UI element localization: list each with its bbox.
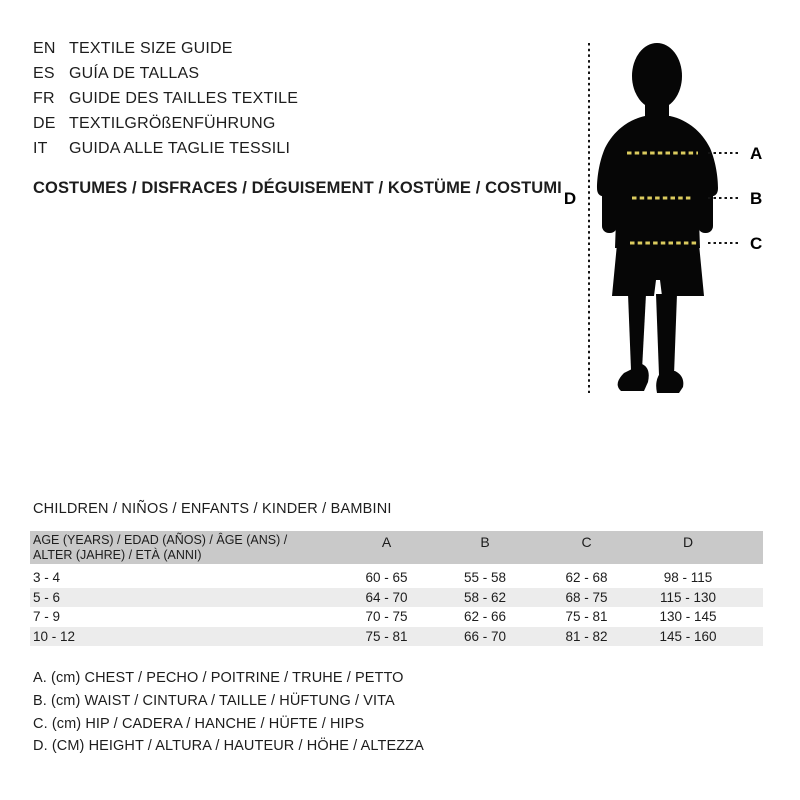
waist-cell: 66 - 70 xyxy=(463,628,507,644)
hip-label: C xyxy=(750,234,763,253)
silhouette-neck xyxy=(645,90,669,120)
chest-cell: 60 - 65 xyxy=(365,570,408,585)
table-body xyxy=(30,568,763,646)
chest-label: A xyxy=(750,144,763,163)
measurement-figure xyxy=(545,30,770,405)
silhouette-left-leg xyxy=(628,294,646,370)
age-cell: 10 - 12 xyxy=(33,628,76,644)
height-cell: 115 - 130 xyxy=(659,589,717,605)
language-row-de xyxy=(33,111,298,136)
hip-cell: 81 - 82 xyxy=(565,628,608,644)
language-code: EN xyxy=(33,40,56,57)
legend-height: D. (CM) HEIGHT / ALTURA / HAUTEUR / HÖHE / ALTEZZA xyxy=(33,738,424,755)
height-cell: 130 - 145 xyxy=(659,609,717,624)
age-header-line2: ALTER (JAHRE) / ETÀ (ANNI) xyxy=(33,547,202,562)
table-row xyxy=(30,627,763,647)
waist-label: B xyxy=(750,189,763,208)
column-header-b: B xyxy=(480,534,490,550)
table-row xyxy=(30,568,763,588)
chest-cell: 75 - 81 xyxy=(365,628,408,644)
hip-cell: 75 - 81 xyxy=(565,609,608,624)
language-label: TEXTILE SIZE GUIDE xyxy=(69,40,233,57)
age-cell: 7 - 9 xyxy=(33,609,61,624)
language-code: IT xyxy=(33,140,48,157)
category-title: COSTUMES / DISFRACES / DÉGUISEMENT / KOSTÜME / COSTUMI xyxy=(33,179,562,197)
language-row-en xyxy=(33,36,298,61)
language-label: GUIDE DES TAILLES TEXTILE xyxy=(69,90,299,107)
height-cell: 145 - 160 xyxy=(659,628,717,644)
table-row xyxy=(30,588,763,608)
silhouette-right-arm xyxy=(698,185,713,233)
table-row xyxy=(30,607,763,627)
waist-cell: 58 - 62 xyxy=(463,589,507,605)
language-label: GUIDA ALLE TAGLIE TESSILI xyxy=(69,140,291,157)
size-table xyxy=(30,531,763,646)
hip-cell: 68 - 75 xyxy=(565,589,608,605)
column-header-d: D xyxy=(682,534,694,550)
chest-cell: 64 - 70 xyxy=(365,589,408,605)
age-column-header xyxy=(30,531,338,564)
language-row-fr xyxy=(33,86,298,111)
chest-cell: 70 - 75 xyxy=(365,609,408,624)
measurement-legend xyxy=(33,667,424,758)
waist-cell: 55 - 58 xyxy=(463,570,507,585)
language-code: DE xyxy=(33,115,56,132)
waist-cell: 62 - 66 xyxy=(463,609,507,624)
age-header-line1: AGE (YEARS) / EDAD (AÑOS) / ÂGE (ANS) / xyxy=(33,533,288,547)
hip-cell: 62 - 68 xyxy=(565,570,608,585)
language-code: ES xyxy=(33,65,55,82)
column-header-a: A xyxy=(381,534,392,550)
silhouette-right-leg xyxy=(656,294,677,375)
table-title: CHILDREN / NIÑOS / ENFANTS / KINDER / BAMBINI xyxy=(33,501,392,517)
language-label: TEXTILGRÖßENFÜHRUNG xyxy=(69,115,276,132)
table-header-row xyxy=(30,531,763,564)
legend-waist: B. (cm) WAIST / CINTURA / TAILLE / HÜFTUNG / VITA xyxy=(33,692,395,709)
language-row-es xyxy=(33,61,298,86)
height-cell: 98 - 115 xyxy=(663,570,713,585)
language-row-it xyxy=(33,136,298,161)
silhouette-left-arm xyxy=(602,185,617,233)
language-label: GUÍA DE TALLAS xyxy=(69,65,200,82)
legend-hip: C. (cm) HIP / CADERA / HANCHE / HÜFTE / HIPS xyxy=(33,715,365,732)
age-cell: 5 - 6 xyxy=(33,589,61,605)
silhouette-shorts xyxy=(612,244,704,296)
language-list xyxy=(33,36,298,161)
legend-chest: A. (cm) CHEST / PECHO / POITRINE / TRUHE / PETTO xyxy=(33,670,404,686)
child-silhouette xyxy=(597,43,718,393)
age-cell: 3 - 4 xyxy=(33,570,61,585)
column-header-c: C xyxy=(581,534,592,550)
height-label: D xyxy=(563,189,577,208)
silhouette-right-shoe xyxy=(656,371,683,393)
language-code: FR xyxy=(33,90,55,107)
